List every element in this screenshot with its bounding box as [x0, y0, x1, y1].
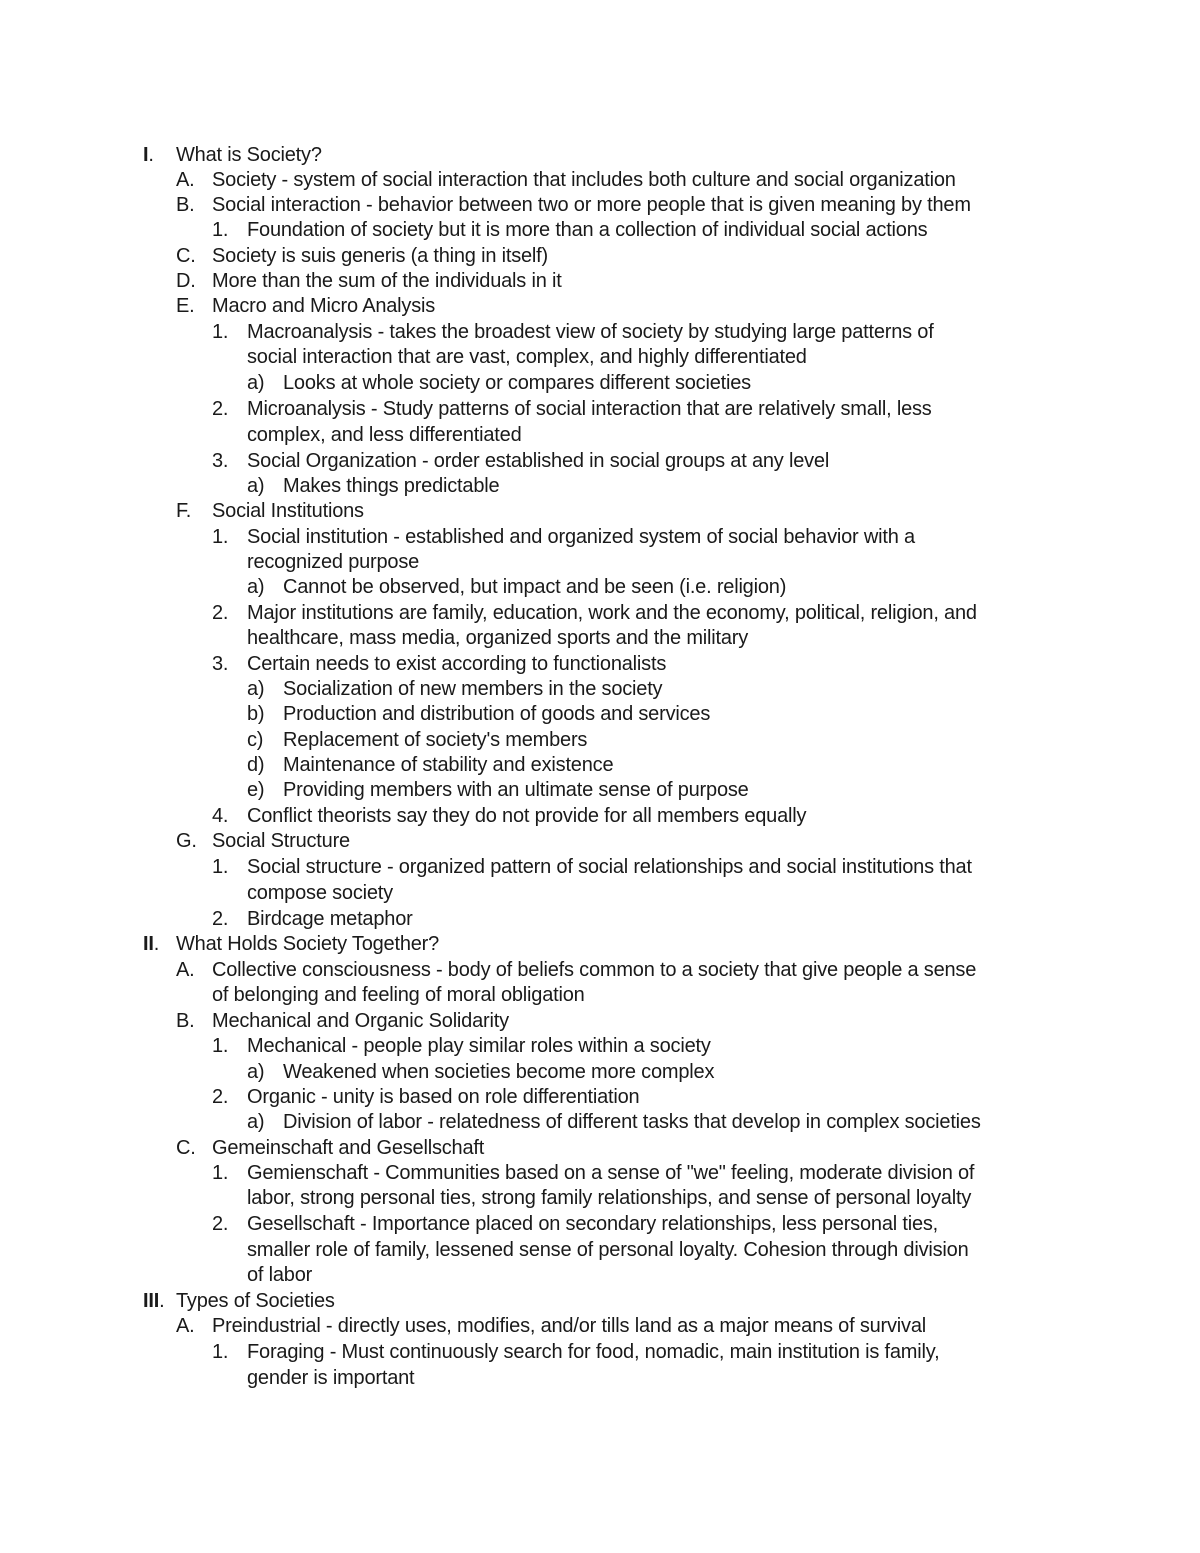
outline-text: Collective consciousness - body of beliefs common to a society that give people a sense	[212, 959, 977, 981]
outline-text: Gemeinschaft and Gesellschaft	[212, 1137, 485, 1159]
outline-marker: a)	[247, 1111, 265, 1133]
outline-marker: D.	[176, 270, 196, 292]
outline-marker: a)	[247, 576, 265, 598]
outline-text: Mechanical - people play similar roles within a society	[247, 1035, 711, 1057]
outline-text: of belonging and feeling of moral obligation	[212, 984, 585, 1006]
outline-text: Macroanalysis - takes the broadest view of society by studying large patterns of	[247, 321, 934, 343]
outline-marker: 1.	[212, 1162, 229, 1184]
outline-text: Social Structure	[212, 830, 350, 852]
outline-text: Types of Societies	[176, 1290, 335, 1312]
outline-text: Social interaction - behavior between two or more people that is given meaning by them	[212, 194, 971, 216]
outline-text: Birdcage metaphor	[247, 908, 413, 930]
outline-text: labor, strong personal ties, strong family relationships, and sense of personal loyalty	[247, 1187, 972, 1209]
outline-text: recognized purpose	[247, 551, 420, 573]
outline-text: Social Institutions	[212, 500, 364, 522]
outline-marker: d)	[247, 754, 265, 776]
outline-text: of labor	[247, 1264, 313, 1286]
outline-marker: A.	[176, 169, 195, 191]
outline-text: Society - system of social interaction that includes both culture and social organization	[212, 169, 956, 191]
outline-text: Cannot be observed, but impact and be seen (i.e. religion)	[283, 576, 787, 598]
outline-text: Gesellschaft - Importance placed on secondary relationships, less personal ties,	[247, 1213, 939, 1235]
outline-marker: II.	[143, 933, 160, 955]
outline-text: Makes things predictable	[283, 475, 500, 497]
outline-text: Social institution - established and organized system of social behavior with a	[247, 526, 915, 548]
outline-text: Production and distribution of goods and services	[283, 703, 711, 725]
outline-text: Microanalysis - Study patterns of social interaction that are relatively small, less	[247, 398, 932, 420]
outline-marker: 1.	[212, 526, 229, 548]
outline-marker: 3.	[212, 450, 229, 472]
outline-text: Foraging - Must continuously search for food, nomadic, main institution is family,	[247, 1341, 940, 1363]
outline-marker: 1.	[212, 1341, 229, 1363]
outline-text: Certain needs to exist according to functionalists	[247, 653, 667, 675]
outline-text: Major institutions are family, education, work and the economy, political, religion, and	[247, 602, 977, 624]
outline-marker: C.	[176, 245, 196, 267]
outline-marker: 2.	[212, 1086, 229, 1108]
outline-marker: b)	[247, 703, 265, 725]
outline-marker: 2.	[212, 908, 229, 930]
outline-text: Social structure - organized pattern of social relationships and social institutions that	[247, 856, 972, 878]
outline-marker: A.	[176, 959, 195, 981]
outline-marker: 2.	[212, 398, 229, 420]
outline-marker: 1.	[212, 856, 229, 878]
outline-text: Division of labor - relatedness of different tasks that develop in complex societies	[283, 1111, 981, 1133]
outline-text: compose society	[247, 882, 393, 904]
outline-text: Macro and Micro Analysis	[212, 295, 436, 317]
outline-text: Organic - unity is based on role differentiation	[247, 1086, 640, 1108]
outline-text: What Holds Society Together?	[176, 933, 440, 955]
outline-text: Weakened when societies become more complex	[283, 1061, 715, 1083]
outline-marker: 4.	[212, 805, 229, 827]
outline-marker: G.	[176, 830, 197, 852]
outline-marker: 2.	[212, 602, 229, 624]
outline-text: Looks at whole society or compares different societies	[283, 372, 751, 394]
outline-text: What is Society?	[176, 144, 322, 166]
outline-text: complex, and less differentiated	[247, 424, 522, 446]
outline-marker: 3.	[212, 653, 229, 675]
outline-text: Gemienschaft - Communities based on a sense of "we" feeling, moderate division of	[247, 1162, 975, 1184]
outline-text: More than the sum of the individuals in it	[212, 270, 562, 292]
outline-marker: B.	[176, 194, 195, 216]
outline-marker: 1.	[212, 1035, 229, 1057]
outline-marker: F.	[176, 500, 192, 522]
outline-text: smaller role of family, lessened sense of personal loyalty. Cohesion through division	[247, 1239, 969, 1261]
outline-text: gender is important	[247, 1367, 415, 1389]
outline-marker: c)	[247, 729, 264, 751]
outline-marker: e)	[247, 779, 265, 801]
outline-text: Replacement of society's members	[283, 729, 588, 751]
outline-marker: C.	[176, 1137, 196, 1159]
outline-marker: a)	[247, 372, 265, 394]
outline-text: Preindustrial - directly uses, modifies, and/or tills land as a major means of survival	[212, 1315, 927, 1337]
outline-text: social interaction that are vast, complex, and highly differentiated	[247, 346, 807, 368]
outline-text: Providing members with an ultimate sense of purpose	[283, 779, 749, 801]
outline-text: Society is suis generis (a thing in itself)	[212, 245, 548, 267]
outline-marker: a)	[247, 1061, 265, 1083]
outline-text: Maintenance of stability and existence	[283, 754, 614, 776]
outline-text: Foundation of society but it is more than a collection of individual social actions	[247, 219, 928, 241]
outline-marker: 2.	[212, 1213, 229, 1235]
outline-marker: B.	[176, 1010, 195, 1032]
outline-marker: III.	[143, 1290, 165, 1312]
outline-text: Mechanical and Organic Solidarity	[212, 1010, 509, 1032]
outline-marker: 1.	[212, 219, 229, 241]
outline-marker: a)	[247, 475, 265, 497]
outline-marker: I.	[143, 144, 154, 166]
outline-marker: E.	[176, 295, 195, 317]
outline-marker: a)	[247, 678, 265, 700]
outline-text: Social Organization - order established in social groups at any level	[247, 450, 830, 472]
outline-text: Socialization of new members in the society	[283, 678, 663, 700]
outline-text: Conflict theorists say they do not provide for all members equally	[247, 805, 807, 827]
outline-marker: 1.	[212, 321, 229, 343]
outline-marker: A.	[176, 1315, 195, 1337]
outline-text: healthcare, mass media, organized sports and the military	[247, 627, 749, 649]
